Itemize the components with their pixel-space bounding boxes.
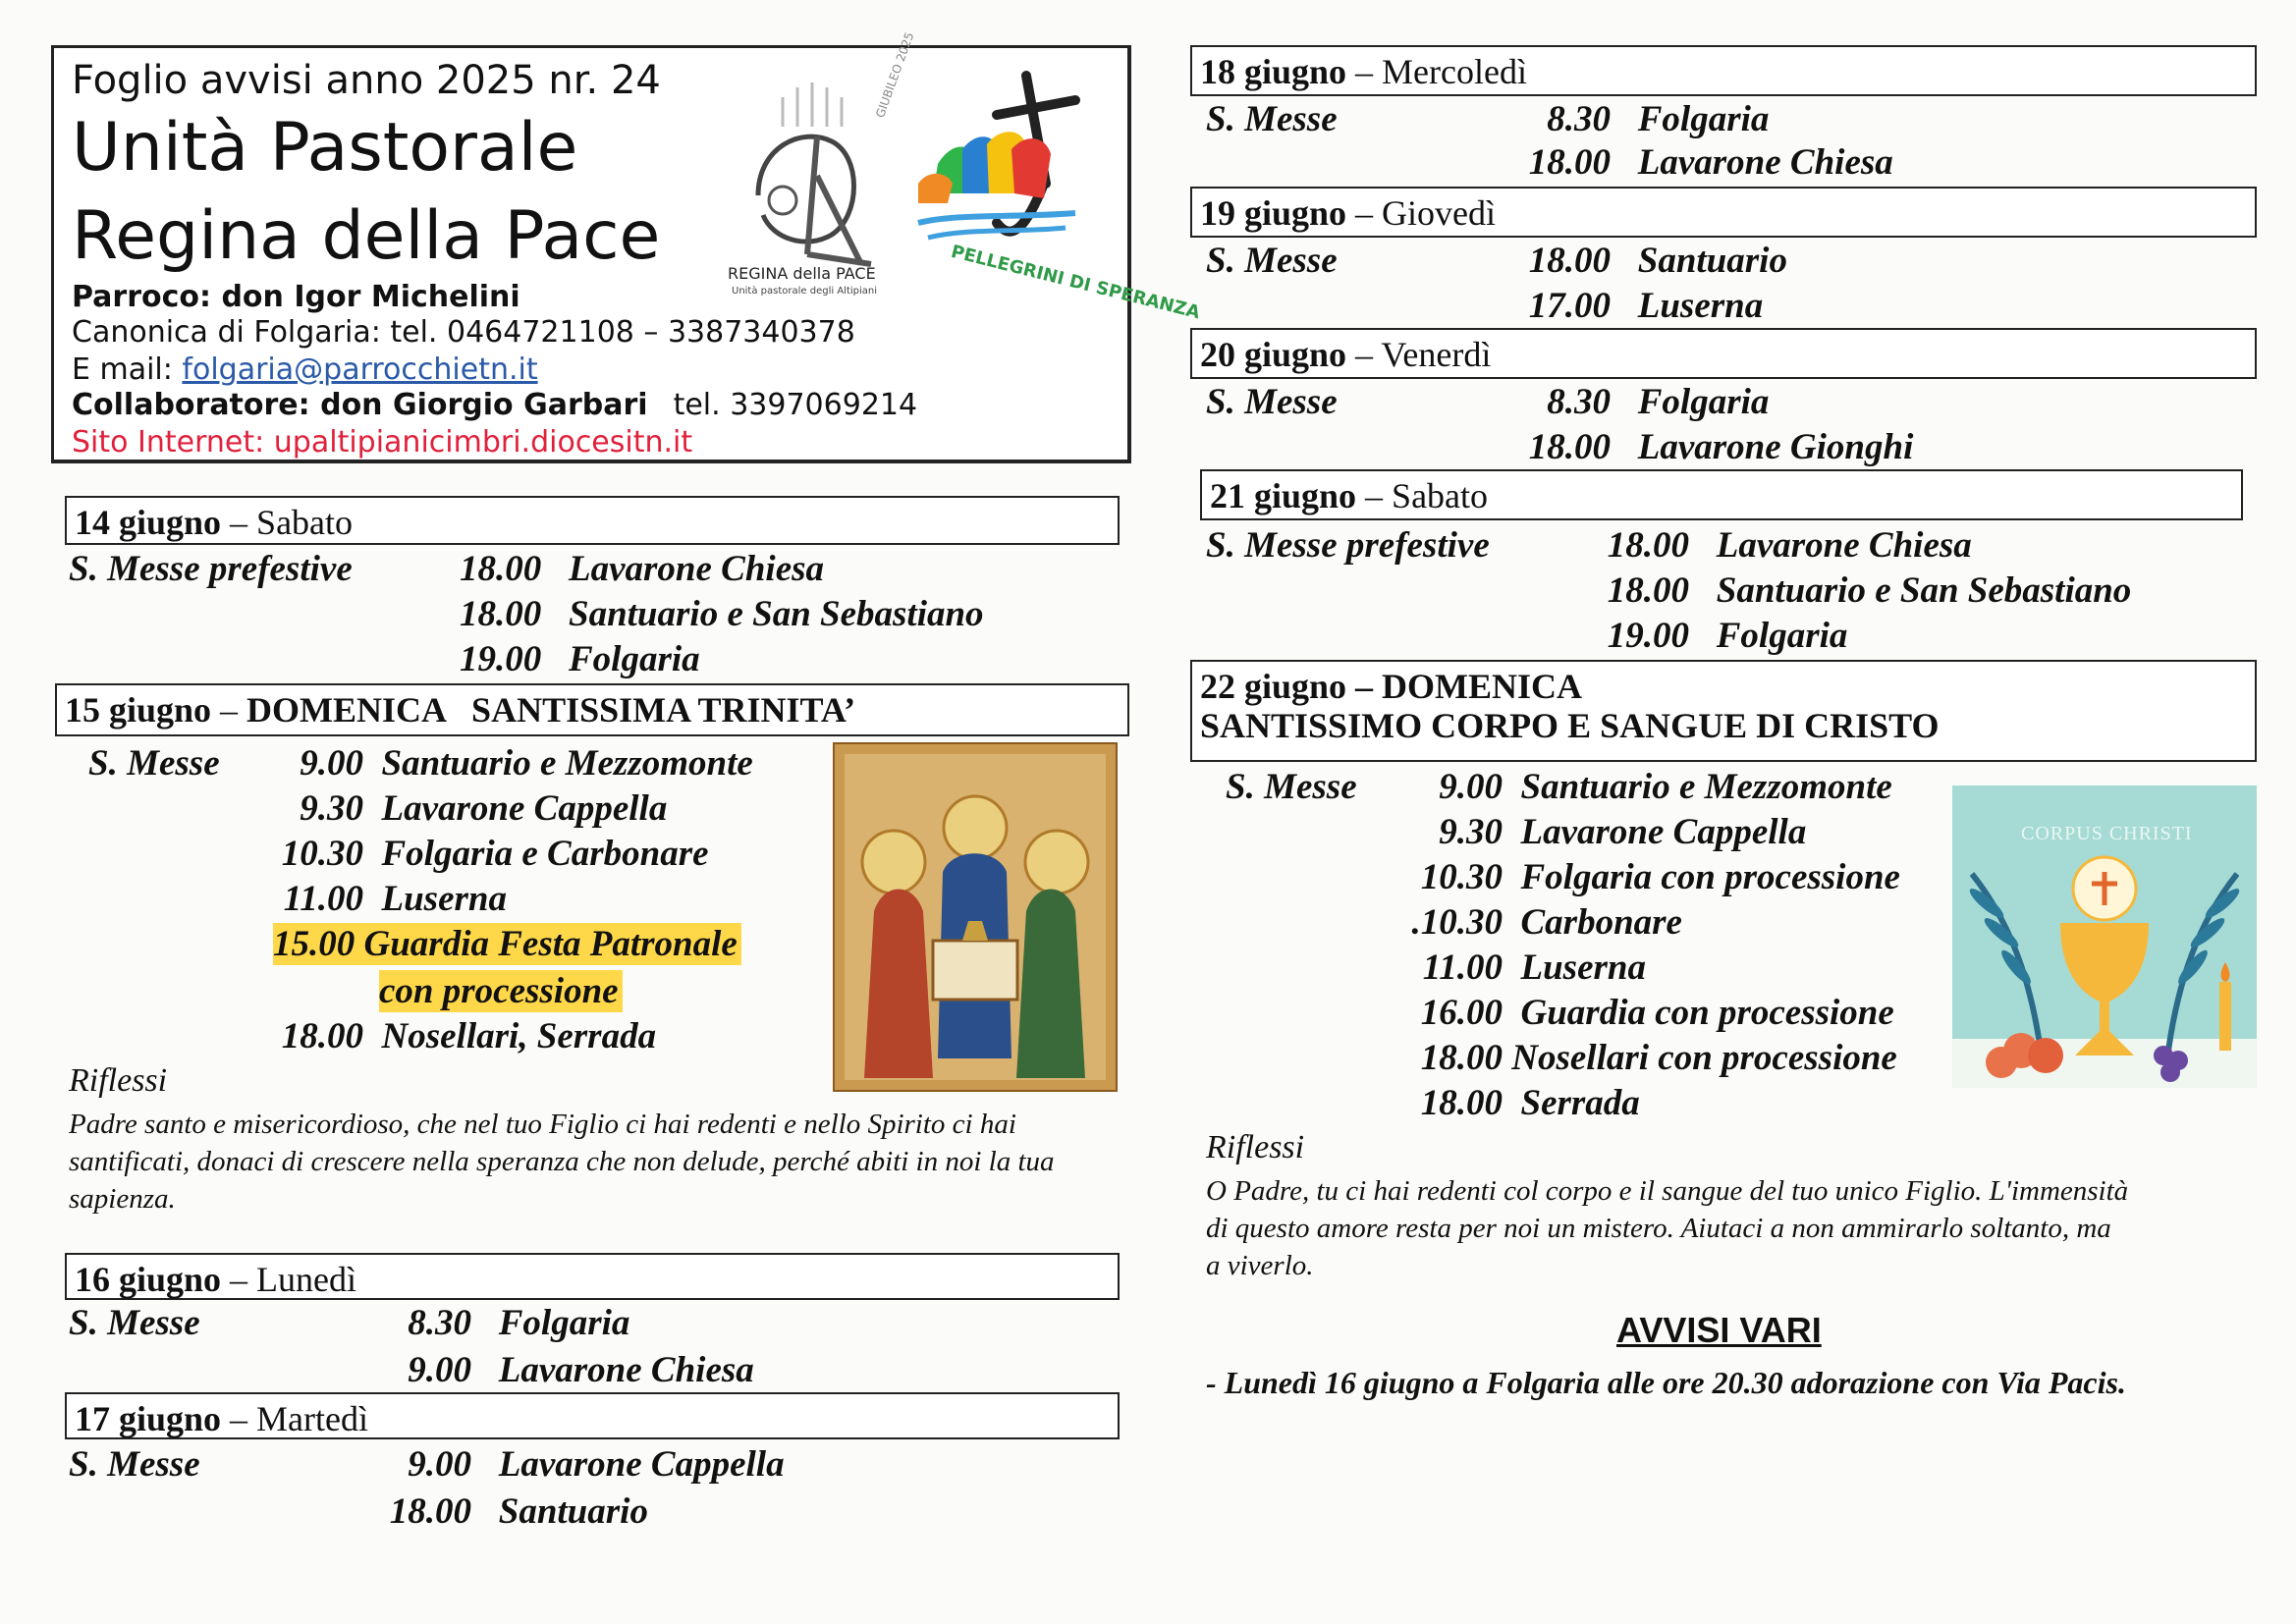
mass-row: 8.30 Folgaria — [408, 1303, 630, 1343]
mass-row: 11.00 Luserna — [283, 879, 507, 919]
mass-row: 18.00 Lavarone Chiesa — [460, 549, 825, 589]
mass-row: 19.00 Folgaria — [1607, 616, 1848, 656]
day-header-14: 14 giugno – Sabato — [65, 496, 1120, 545]
mass-row: 9.00 Santuario e Mezzomonte — [300, 743, 753, 784]
riflessi-heading-15: Riflessi — [69, 1062, 168, 1099]
email-link[interactable]: folgaria@parrocchietn.it — [182, 352, 538, 387]
messe-label-19: S. Messe — [1206, 241, 1338, 281]
mass-row: 10.30 Folgaria e Carbonare — [281, 834, 709, 874]
avvisi-text: - Lunedì 16 giugno a Folgaria alle ore 20.30 adorazione con Via Pacis. — [1206, 1365, 2126, 1400]
messe-label-16: S. Messe — [69, 1303, 200, 1343]
messe-label-14: S. Messe prefestive — [69, 549, 353, 589]
email-line — [72, 352, 538, 387]
mass-row: 18.00 Lavarone Chiesa — [1528, 142, 1893, 183]
title-line-1: Unità Pastorale — [72, 109, 578, 187]
mass-row: 18.00 Lavarone Gionghi — [1528, 427, 1914, 467]
mass-row: 18.00 Santuario e San Sebastiano — [460, 594, 984, 634]
mass-row: 9.30 Lavarone Cappella — [300, 788, 668, 829]
messe-label-18: S. Messe — [1206, 99, 1338, 139]
day-header-19: 19 giugno – Giovedì — [1190, 187, 2257, 238]
mass-row-highlighted: 15.00 Guardia Festa Patronale — [273, 923, 741, 965]
collaboratore-tel: tel. 3397069214 — [673, 388, 918, 422]
pellegrini-text: PELLEGRINI DI SPERANZA — [949, 241, 1202, 324]
mass-row: 9.00 Santuario e Mezzomonte — [1439, 767, 1892, 807]
mass-row: 8.30 Folgaria — [1547, 99, 1770, 139]
messe-label-21: S. Messe prefestive — [1206, 525, 1490, 566]
corpus-christi-image — [1952, 785, 2257, 1088]
giubileo-text: GIUBILEO 2025 — [873, 30, 917, 120]
day-header-20: 20 giugno – Venerdì — [1190, 328, 2257, 379]
mass-row: 18.00 Lavarone Chiesa — [1607, 525, 1972, 566]
title-line-2: Regina della Pace — [72, 197, 661, 275]
day-header-18: 18 giugno – Mercoledì — [1190, 45, 2257, 96]
mass-row: 11.00 Luserna — [1422, 947, 1646, 988]
collaboratore-line — [72, 388, 917, 422]
mass-row: 9.00 Lavarone Cappella — [408, 1444, 785, 1485]
mass-row: 18.00 Nosellari, Serrada — [281, 1016, 657, 1056]
mass-row: 19.00 Folgaria — [460, 639, 700, 679]
header-box — [51, 30, 1202, 463]
mass-row: 8.30 Folgaria — [1547, 382, 1770, 422]
day-header-15: 15 giugno – DOMENICA SANTISSIMA TRINITA’ — [55, 683, 1129, 736]
mass-row: 9.00 Lavarone Chiesa — [408, 1350, 754, 1390]
messe-label-15: S. Messe — [88, 743, 220, 784]
mass-row: 18.00 Serrada — [1420, 1083, 1640, 1123]
mass-row-highlighted: con processione — [379, 970, 623, 1012]
mass-row: 18.00 Nosellari con processione — [1420, 1038, 1897, 1078]
riflessi-text-15: Padre santo e misericordioso, che nel tuo Figlio ci hai redenti e nello Spirito ci hai santificati, donaci di crescere nella speranza che non delude, perché abiti in noi la tua sapienza. — [69, 1109, 1055, 1215]
messe-label-20: S. Messe — [1206, 382, 1338, 422]
mass-row: 9.30 Lavarone Cappella — [1439, 812, 1807, 852]
collaboratore: Collaboratore: don Giorgio Garbari — [72, 388, 648, 422]
day-header-21: 21 giugno – Sabato — [1200, 469, 2243, 520]
giubileo-logo — [873, 30, 1202, 324]
day-header-17: 17 giugno – Martedì — [65, 1392, 1120, 1439]
mass-row: 18.00 Santuario e San Sebastiano — [1607, 570, 2132, 611]
day-header-22: 22 giugno – DOMENICA SANTISSIMO CORPO E SANGUE DI CRISTO — [1190, 660, 2257, 762]
messe-label-22: S. Messe — [1226, 767, 1357, 807]
regina-logo-subtext: Unità pastorale degli Altipiani — [732, 286, 878, 297]
corpus-christi-caption: CORPUS CHRISTI — [2021, 823, 2193, 844]
mass-row: 18.00 Santuario — [389, 1491, 648, 1532]
riflessi-heading-22: Riflessi — [1206, 1129, 1305, 1165]
website[interactable]: Sito Internet: upaltipianicimbri.diocesitn.it — [72, 425, 693, 460]
messe-label-17: S. Messe — [69, 1444, 200, 1485]
email-label: E mail: — [72, 352, 183, 387]
mass-row: 16.00 Guardia con processione — [1420, 993, 1894, 1033]
day-header-16: 16 giugno – Lunedì — [65, 1253, 1120, 1300]
issue-number: Foglio avvisi anno 2025 nr. 24 — [72, 58, 661, 103]
parroco: Parroco: don Igor Michelini — [72, 280, 520, 314]
trinity-icon-image — [833, 742, 1118, 1092]
mass-row: .10.30 Carbonare — [1411, 902, 1682, 943]
trinity-icon — [835, 744, 1116, 1090]
riflessi-text-22: O Padre, tu ci hai redenti col corpo e il sangue del tuo unico Figlio. L'immensità di questo amore resta per noi un mistero. Aiutaci a non ammirarlo soltanto, ma a viverlo. — [1206, 1175, 2129, 1281]
avvisi-heading: AVVISI VARI — [1616, 1310, 1822, 1350]
mass-row: 17.00 Luserna — [1528, 286, 1764, 326]
regina-logo-text: REGINA della PACE — [728, 264, 876, 283]
canonica-phone: Canonica di Folgaria: tel. 0464721108 – 3387340378 — [72, 315, 855, 350]
mass-row: 18.00 Santuario — [1528, 241, 1787, 281]
mass-row: 10.30 Folgaria con processione — [1420, 857, 1900, 897]
